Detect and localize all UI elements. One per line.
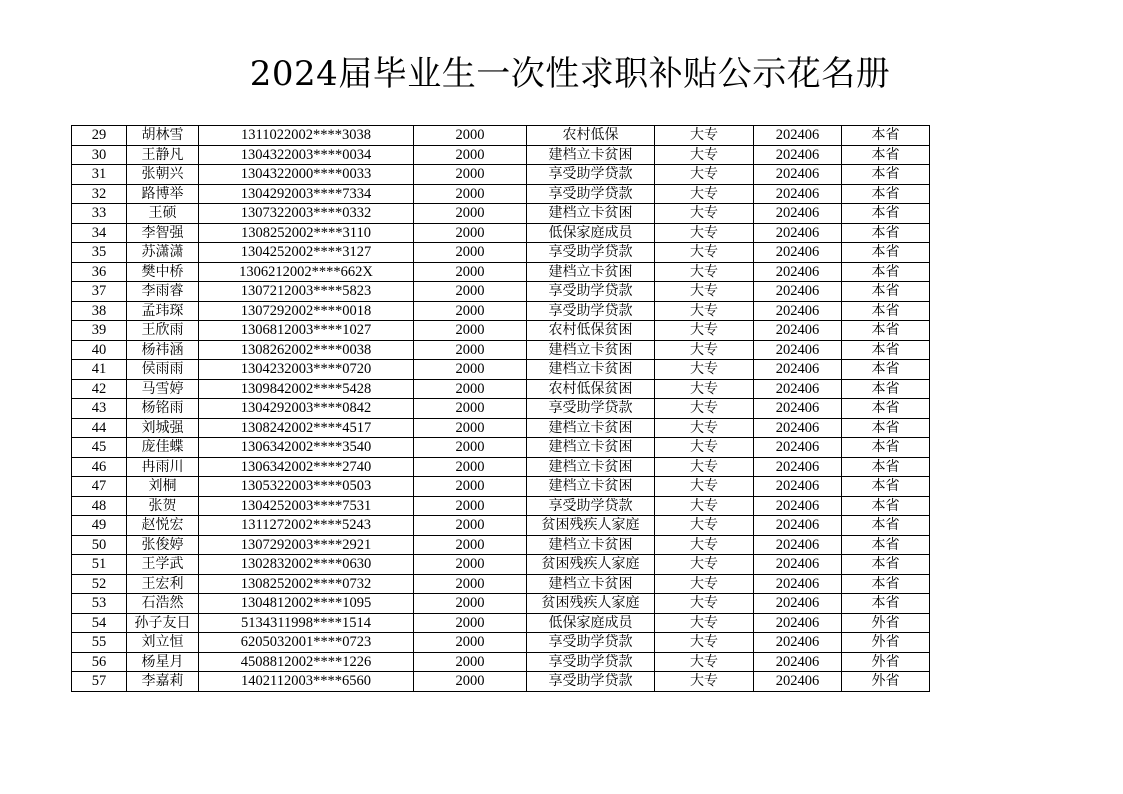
graduation-date-cell: 202406 <box>754 399 842 419</box>
education-level-cell: 大专 <box>655 223 754 243</box>
id-number-cell: 4508812002****1226 <box>199 652 414 672</box>
row-number-cell: 53 <box>72 594 127 614</box>
province-type-cell: 外省 <box>842 633 930 653</box>
student-name-cell: 路博举 <box>127 184 199 204</box>
education-level-cell: 大专 <box>655 301 754 321</box>
education-level-cell: 大专 <box>655 126 754 146</box>
id-number-cell: 1304292003****7334 <box>199 184 414 204</box>
province-type-cell: 本省 <box>842 262 930 282</box>
subsidy-amount-cell: 2000 <box>414 204 527 224</box>
subsidy-amount-cell: 2000 <box>414 594 527 614</box>
subsidy-category-cell: 建档立卡贫困 <box>527 574 655 594</box>
id-number-cell: 1402112003****6560 <box>199 672 414 692</box>
row-number-cell: 42 <box>72 379 127 399</box>
student-name-cell: 赵悦宏 <box>127 516 199 536</box>
graduation-date-cell: 202406 <box>754 535 842 555</box>
education-level-cell: 大专 <box>655 477 754 497</box>
province-type-cell: 本省 <box>842 243 930 263</box>
graduation-date-cell: 202406 <box>754 301 842 321</box>
id-number-cell: 1308252002****0732 <box>199 574 414 594</box>
graduation-date-cell: 202406 <box>754 184 842 204</box>
subsidy-amount-cell: 2000 <box>414 360 527 380</box>
subsidy-category-cell: 享受助学贷款 <box>527 672 655 692</box>
graduation-date-cell: 202406 <box>754 379 842 399</box>
table-row <box>72 477 930 497</box>
student-name-cell: 庞佳蝶 <box>127 438 199 458</box>
row-number-cell: 30 <box>72 145 127 165</box>
education-level-cell: 大专 <box>655 418 754 438</box>
student-name-cell: 张俊婷 <box>127 535 199 555</box>
graduation-date-cell: 202406 <box>754 555 842 575</box>
education-level-cell: 大专 <box>655 438 754 458</box>
id-number-cell: 1308252002****3110 <box>199 223 414 243</box>
row-number-cell: 46 <box>72 457 127 477</box>
education-level-cell: 大专 <box>655 535 754 555</box>
province-type-cell: 本省 <box>842 399 930 419</box>
graduation-date-cell: 202406 <box>754 321 842 341</box>
table-row <box>72 399 930 419</box>
subsidy-category-cell: 建档立卡贫困 <box>527 145 655 165</box>
id-number-cell: 1302832002****0630 <box>199 555 414 575</box>
education-level-cell: 大专 <box>655 145 754 165</box>
province-type-cell: 本省 <box>842 165 930 185</box>
student-name-cell: 樊中桥 <box>127 262 199 282</box>
province-type-cell: 本省 <box>842 438 930 458</box>
province-type-cell: 本省 <box>842 496 930 516</box>
graduation-date-cell: 202406 <box>754 418 842 438</box>
table-row <box>72 360 930 380</box>
student-name-cell: 杨铭雨 <box>127 399 199 419</box>
subsidy-amount-cell: 2000 <box>414 633 527 653</box>
row-number-cell: 40 <box>72 340 127 360</box>
subsidy-amount-cell: 2000 <box>414 613 527 633</box>
id-number-cell: 1306212002****662X <box>199 262 414 282</box>
subsidy-amount-cell: 2000 <box>414 165 527 185</box>
table-row <box>72 282 930 302</box>
graduation-date-cell: 202406 <box>754 243 842 263</box>
subsidy-amount-cell: 2000 <box>414 555 527 575</box>
education-level-cell: 大专 <box>655 613 754 633</box>
subsidy-amount-cell: 2000 <box>414 379 527 399</box>
table-row <box>72 262 930 282</box>
graduation-date-cell: 202406 <box>754 438 842 458</box>
province-type-cell: 本省 <box>842 282 930 302</box>
subsidy-category-cell: 享受助学贷款 <box>527 496 655 516</box>
row-number-cell: 51 <box>72 555 127 575</box>
graduation-date-cell: 202406 <box>754 145 842 165</box>
row-number-cell: 31 <box>72 165 127 185</box>
province-type-cell: 本省 <box>842 555 930 575</box>
student-name-cell: 苏潇潇 <box>127 243 199 263</box>
subsidy-amount-cell: 2000 <box>414 262 527 282</box>
table-row <box>72 223 930 243</box>
subsidy-amount-cell: 2000 <box>414 496 527 516</box>
id-number-cell: 1304322000****0033 <box>199 165 414 185</box>
row-number-cell: 37 <box>72 282 127 302</box>
table-row <box>72 574 930 594</box>
student-name-cell: 刘桐 <box>127 477 199 497</box>
row-number-cell: 57 <box>72 672 127 692</box>
province-type-cell: 本省 <box>842 418 930 438</box>
education-level-cell: 大专 <box>655 516 754 536</box>
id-number-cell: 1309842002****5428 <box>199 379 414 399</box>
table-row <box>72 672 930 692</box>
id-number-cell: 1304292003****0842 <box>199 399 414 419</box>
row-number-cell: 50 <box>72 535 127 555</box>
graduation-date-cell: 202406 <box>754 457 842 477</box>
roster-body <box>72 126 930 692</box>
subsidy-amount-cell: 2000 <box>414 282 527 302</box>
province-type-cell: 本省 <box>842 535 930 555</box>
id-number-cell: 1307212003****5823 <box>199 282 414 302</box>
student-name-cell: 刘城强 <box>127 418 199 438</box>
id-number-cell: 1304322003****0034 <box>199 145 414 165</box>
subsidy-amount-cell: 2000 <box>414 223 527 243</box>
province-type-cell: 外省 <box>842 613 930 633</box>
education-level-cell: 大专 <box>655 399 754 419</box>
table-row <box>72 301 930 321</box>
page-title: 2024届毕业生一次性求职补贴公示花名册 <box>249 54 891 94</box>
student-name-cell: 马雪婷 <box>127 379 199 399</box>
subsidy-category-cell: 建档立卡贫困 <box>527 477 655 497</box>
subsidy-amount-cell: 2000 <box>414 477 527 497</box>
row-number-cell: 52 <box>72 574 127 594</box>
row-number-cell: 34 <box>72 223 127 243</box>
student-name-cell: 杨星月 <box>127 652 199 672</box>
education-level-cell: 大专 <box>655 594 754 614</box>
row-number-cell: 45 <box>72 438 127 458</box>
student-name-cell: 杨祎涵 <box>127 340 199 360</box>
graduation-date-cell: 202406 <box>754 672 842 692</box>
subsidy-category-cell: 农村低保贫困 <box>527 321 655 341</box>
graduation-date-cell: 202406 <box>754 633 842 653</box>
subsidy-category-cell: 享受助学贷款 <box>527 399 655 419</box>
row-number-cell: 47 <box>72 477 127 497</box>
graduation-date-cell: 202406 <box>754 262 842 282</box>
subsidy-category-cell: 农村低保 <box>527 126 655 146</box>
graduation-date-cell: 202406 <box>754 223 842 243</box>
student-name-cell: 石浩然 <box>127 594 199 614</box>
id-number-cell: 1306342002****3540 <box>199 438 414 458</box>
graduation-date-cell: 202406 <box>754 282 842 302</box>
subsidy-category-cell: 贫困残疾人家庭 <box>527 555 655 575</box>
province-type-cell: 本省 <box>842 379 930 399</box>
table-row <box>72 613 930 633</box>
province-type-cell: 本省 <box>842 301 930 321</box>
student-name-cell: 李雨睿 <box>127 282 199 302</box>
education-level-cell: 大专 <box>655 457 754 477</box>
graduation-date-cell: 202406 <box>754 477 842 497</box>
student-name-cell: 王欣雨 <box>127 321 199 341</box>
subsidy-category-cell: 享受助学贷款 <box>527 165 655 185</box>
education-level-cell: 大专 <box>655 204 754 224</box>
province-type-cell: 本省 <box>842 574 930 594</box>
row-number-cell: 32 <box>72 184 127 204</box>
student-name-cell: 刘立恒 <box>127 633 199 653</box>
id-number-cell: 1311022002****3038 <box>199 126 414 146</box>
row-number-cell: 54 <box>72 613 127 633</box>
table-row <box>72 379 930 399</box>
table-row <box>72 633 930 653</box>
id-number-cell: 1308262002****0038 <box>199 340 414 360</box>
province-type-cell: 本省 <box>842 516 930 536</box>
student-name-cell: 孙子友日 <box>127 613 199 633</box>
table-row <box>72 145 930 165</box>
subsidy-amount-cell: 2000 <box>414 652 527 672</box>
table-row <box>72 594 930 614</box>
table-row <box>72 496 930 516</box>
student-name-cell: 侯雨雨 <box>127 360 199 380</box>
row-number-cell: 29 <box>72 126 127 146</box>
student-name-cell: 孟玮琛 <box>127 301 199 321</box>
table-row <box>72 184 930 204</box>
education-level-cell: 大专 <box>655 360 754 380</box>
subsidy-category-cell: 建档立卡贫困 <box>527 204 655 224</box>
subsidy-amount-cell: 2000 <box>414 145 527 165</box>
subsidy-category-cell: 享受助学贷款 <box>527 243 655 263</box>
subsidy-category-cell: 建档立卡贫困 <box>527 535 655 555</box>
province-type-cell: 本省 <box>842 321 930 341</box>
subsidy-amount-cell: 2000 <box>414 184 527 204</box>
id-number-cell: 1305322003****0503 <box>199 477 414 497</box>
row-number-cell: 39 <box>72 321 127 341</box>
subsidy-category-cell: 享受助学贷款 <box>527 282 655 302</box>
subsidy-amount-cell: 2000 <box>414 340 527 360</box>
education-level-cell: 大专 <box>655 165 754 185</box>
subsidy-amount-cell: 2000 <box>414 243 527 263</box>
province-type-cell: 本省 <box>842 457 930 477</box>
student-name-cell: 王学武 <box>127 555 199 575</box>
student-name-cell: 胡林雪 <box>127 126 199 146</box>
education-level-cell: 大专 <box>655 184 754 204</box>
education-level-cell: 大专 <box>655 340 754 360</box>
province-type-cell: 本省 <box>842 204 930 224</box>
graduation-date-cell: 202406 <box>754 126 842 146</box>
subsidy-amount-cell: 2000 <box>414 574 527 594</box>
table-row <box>72 535 930 555</box>
table-row <box>72 438 930 458</box>
student-name-cell: 张贺 <box>127 496 199 516</box>
id-number-cell: 1307292003****2921 <box>199 535 414 555</box>
table-row <box>72 418 930 438</box>
subsidy-amount-cell: 2000 <box>414 399 527 419</box>
row-number-cell: 49 <box>72 516 127 536</box>
education-level-cell: 大专 <box>655 574 754 594</box>
subsidy-category-cell: 贫困残疾人家庭 <box>527 516 655 536</box>
student-name-cell: 李智强 <box>127 223 199 243</box>
table-row <box>72 457 930 477</box>
subsidy-category-cell: 低保家庭成员 <box>527 223 655 243</box>
subsidy-category-cell: 享受助学贷款 <box>527 301 655 321</box>
subsidy-amount-cell: 2000 <box>414 672 527 692</box>
subsidy-amount-cell: 2000 <box>414 321 527 341</box>
student-name-cell: 张朝兴 <box>127 165 199 185</box>
row-number-cell: 43 <box>72 399 127 419</box>
province-type-cell: 外省 <box>842 652 930 672</box>
education-level-cell: 大专 <box>655 379 754 399</box>
province-type-cell: 本省 <box>842 594 930 614</box>
province-type-cell: 本省 <box>842 477 930 497</box>
table-row <box>72 243 930 263</box>
subsidy-amount-cell: 2000 <box>414 535 527 555</box>
table-row <box>72 516 930 536</box>
subsidy-category-cell: 低保家庭成员 <box>527 613 655 633</box>
province-type-cell: 本省 <box>842 340 930 360</box>
id-number-cell: 1306342002****2740 <box>199 457 414 477</box>
roster-table <box>71 125 930 692</box>
table-row <box>72 126 930 146</box>
province-type-cell: 本省 <box>842 360 930 380</box>
id-number-cell: 6205032001****0723 <box>199 633 414 653</box>
id-number-cell: 5134311998****1514 <box>199 613 414 633</box>
student-name-cell: 冉雨川 <box>127 457 199 477</box>
graduation-date-cell: 202406 <box>754 516 842 536</box>
education-level-cell: 大专 <box>655 262 754 282</box>
id-number-cell: 1306812003****1027 <box>199 321 414 341</box>
row-number-cell: 35 <box>72 243 127 263</box>
table-row <box>72 204 930 224</box>
student-name-cell: 王静凡 <box>127 145 199 165</box>
row-number-cell: 36 <box>72 262 127 282</box>
subsidy-category-cell: 建档立卡贫困 <box>527 360 655 380</box>
province-type-cell: 本省 <box>842 223 930 243</box>
graduation-date-cell: 202406 <box>754 204 842 224</box>
id-number-cell: 1304232003****0720 <box>199 360 414 380</box>
id-number-cell: 1304252002****3127 <box>199 243 414 263</box>
row-number-cell: 55 <box>72 633 127 653</box>
id-number-cell: 1304252003****7531 <box>199 496 414 516</box>
subsidy-category-cell: 享受助学贷款 <box>527 652 655 672</box>
province-type-cell: 本省 <box>842 145 930 165</box>
education-level-cell: 大专 <box>655 555 754 575</box>
graduation-date-cell: 202406 <box>754 496 842 516</box>
row-number-cell: 44 <box>72 418 127 438</box>
table-row <box>72 555 930 575</box>
row-number-cell: 38 <box>72 301 127 321</box>
graduation-date-cell: 202406 <box>754 613 842 633</box>
subsidy-category-cell: 建档立卡贫困 <box>527 438 655 458</box>
table-row <box>72 321 930 341</box>
subsidy-amount-cell: 2000 <box>414 457 527 477</box>
graduation-date-cell: 202406 <box>754 340 842 360</box>
subsidy-amount-cell: 2000 <box>414 418 527 438</box>
id-number-cell: 1307322003****0332 <box>199 204 414 224</box>
subsidy-category-cell: 农村低保贫困 <box>527 379 655 399</box>
education-level-cell: 大专 <box>655 672 754 692</box>
subsidy-category-cell: 建档立卡贫困 <box>527 418 655 438</box>
table-row <box>72 652 930 672</box>
graduation-date-cell: 202406 <box>754 594 842 614</box>
graduation-date-cell: 202406 <box>754 652 842 672</box>
table-row <box>72 165 930 185</box>
subsidy-category-cell: 建档立卡贫困 <box>527 262 655 282</box>
education-level-cell: 大专 <box>655 243 754 263</box>
education-level-cell: 大专 <box>655 282 754 302</box>
education-level-cell: 大专 <box>655 321 754 341</box>
table-row <box>72 340 930 360</box>
id-number-cell: 1311272002****5243 <box>199 516 414 536</box>
student-name-cell: 王宏利 <box>127 574 199 594</box>
subsidy-category-cell: 享受助学贷款 <box>527 184 655 204</box>
subsidy-amount-cell: 2000 <box>414 516 527 536</box>
province-type-cell: 本省 <box>842 184 930 204</box>
subsidy-amount-cell: 2000 <box>414 301 527 321</box>
row-number-cell: 33 <box>72 204 127 224</box>
id-number-cell: 1308242002****4517 <box>199 418 414 438</box>
graduation-date-cell: 202406 <box>754 574 842 594</box>
graduation-date-cell: 202406 <box>754 165 842 185</box>
province-type-cell: 外省 <box>842 672 930 692</box>
subsidy-category-cell: 享受助学贷款 <box>527 633 655 653</box>
province-type-cell: 本省 <box>842 126 930 146</box>
education-level-cell: 大专 <box>655 652 754 672</box>
student-name-cell: 李嘉莉 <box>127 672 199 692</box>
subsidy-amount-cell: 2000 <box>414 438 527 458</box>
id-number-cell: 1304812002****1095 <box>199 594 414 614</box>
education-level-cell: 大专 <box>655 633 754 653</box>
subsidy-category-cell: 贫困残疾人家庭 <box>527 594 655 614</box>
row-number-cell: 56 <box>72 652 127 672</box>
subsidy-category-cell: 建档立卡贫困 <box>527 340 655 360</box>
student-name-cell: 王硕 <box>127 204 199 224</box>
id-number-cell: 1307292002****0018 <box>199 301 414 321</box>
subsidy-category-cell: 建档立卡贫困 <box>527 457 655 477</box>
subsidy-amount-cell: 2000 <box>414 126 527 146</box>
graduation-date-cell: 202406 <box>754 360 842 380</box>
row-number-cell: 41 <box>72 360 127 380</box>
education-level-cell: 大专 <box>655 496 754 516</box>
row-number-cell: 48 <box>72 496 127 516</box>
